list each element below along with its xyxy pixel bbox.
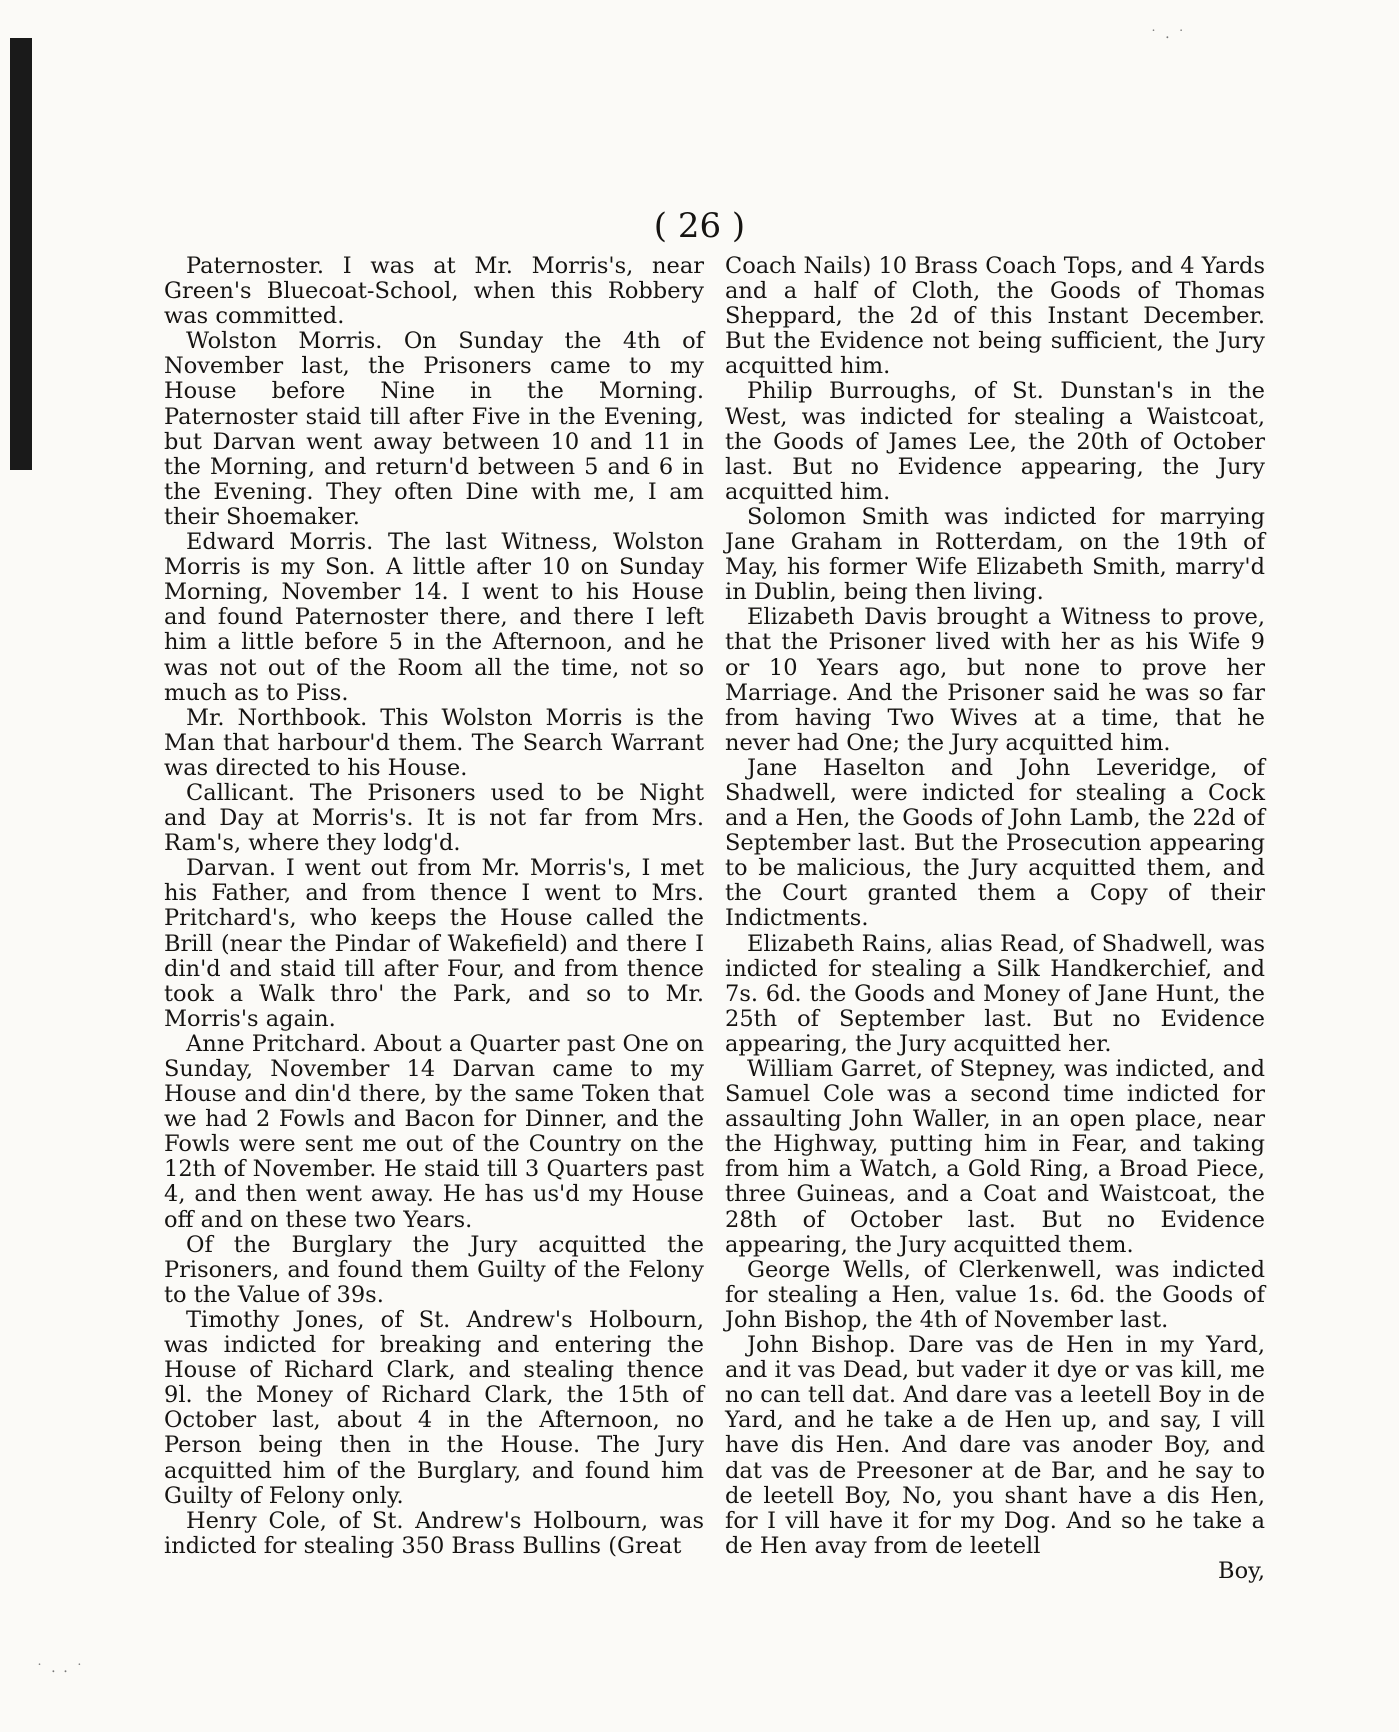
scan-edge-shadow — [10, 38, 32, 470]
left-column — [164, 254, 704, 1559]
paragraph: Solomon Smith was indicted for marrying Jane Graham in Rotterdam, on the 19th of May, his former Wife Elizabeth Smith, marry'd in Dublin, being then living. — [725, 503, 1265, 606]
paragraph: Mr. Northbook. This Wolston Morris is the Man that harbour'd them. The Search Warrant was directed to his House. — [164, 704, 704, 781]
paragraph: Elizabeth Davis brought a Witness to prove, that the Prisoner lived with her as his Wife 9 or 10 Years ago, but none to prove her Marriage. And the Prisoner said he was so far from having Two Wives at a time, that he never had One; the Jury acquitted him. — [725, 604, 1265, 756]
scan-speck: ˙ ⸳ ˙ — [1150, 28, 1187, 44]
right-column — [725, 254, 1265, 1584]
paragraph: Anne Pritchard. About a Quarter past One on Sunday, November 14 Darvan came to my House and din'd there, by the same Token that we had 2 Fowls and Bacon for Dinner, and the Fowls were sent me out of the Country on the 12th of November. He staid till 3 Quarters past 4, and then went away. He has us'd my House off and on these two Years. — [164, 1030, 704, 1233]
paragraph: Of the Burglary the Jury acquitted the Prisoners, and found them Guilty of the Felony to the Value of 39s. — [164, 1231, 704, 1308]
scan-speck: ˙ ⸳ ⸳ ˙ — [36, 1662, 85, 1678]
paragraph: Henry Cole, of St. Andrew's Holbourn, was indicted for stealing 350 Brass Bullins (Great — [164, 1507, 704, 1559]
paragraph: Darvan. I went out from Mr. Morris's, I met his Father, and from thence I went to Mrs. Pritchard's, who keeps the House called the Brill (near the Pindar of Wakefield) and there I din'd and staid till after Four, and from thence took a Walk thro' the Park, and so to Mr. Morris's again. — [164, 855, 704, 1032]
paragraph: William Garret, of Stepney, was indicted, and Samuel Cole was a second time indicted for assaulting John Waller, in an open place, near the Highway, putting him in Fear, and taking from him a Watch, a Gold Ring, a Broad Piece, three Guineas, and a Coat and Waistcoat, the 28th of October last. But no Evidence appearing, the Jury acquitted them. — [725, 1056, 1265, 1258]
paragraph: Coach Nails) 10 Brass Coach Tops, and 4 Yards and a half of Cloth, the Goods of Thomas Sheppard, the 2d of this Instant December. But the Evidence not being sufficient, the Jury acquitted him. — [725, 253, 1265, 380]
paragraph: Jane Haselton and John Leveridge, of Shadwell, were indicted for stealing a Cock and a Hen, the Goods of John Lamb, the 22d of September last. But the Prosecution appearing to be malicious, the Jury acquitted them, and the Court granted them a Copy of their Indictments. — [725, 754, 1265, 932]
paragraph: Paternoster. I was at Mr. Morris's, near Green's Bluecoat-School, when this Robbery was committed. — [164, 253, 704, 330]
paragraph: George Wells, of Clerkenwell, was indicted for stealing a Hen, value 1s. 6d. the Goods of John Bishop, the 4th of November last. — [725, 1256, 1265, 1333]
paragraph: Philip Burroughs, of St. Dunstan's in the West, was indicted for stealing a Waistcoat, the Goods of James Lee, the 20th of October last. But no Evidence appearing, the Jury acquitted him. — [725, 378, 1265, 505]
paragraph: Wolston Morris. On Sunday the 4th of November last, the Prisoners came to my House before Nine in the Morning. Paternoster staid till after Five in the Evening, but Darvan went away between 10 and 11 in the Morning, and return'd between 5 and 6 in the Evening. They often Dine with me, I am their Shoemaker. — [164, 328, 704, 530]
paragraph: John Bishop. Dare vas de Hen in my Yard, and it vas Dead, but vader it dye or vas kill, me no can tell dat. And dare vas a leetell Boy in de Yard, and he take a de Hen up, and say, I vill have dis Hen. And dare vas anoder Boy, and dat vas de Preesoner at de Bar, and he say to de leetell Boy, No, you shant have a dis Hen, for I vill have it for my Dog. And so he take a de Hen avay from de leetell — [725, 1332, 1265, 1559]
paragraph: Callicant. The Prisoners used to be Night and Day at Morris's. It is not far from Mrs. Ram's, where they lodg'd. — [164, 779, 704, 857]
paragraph: Elizabeth Rains, alias Read, of Shadwell, was indicted for stealing a Silk Handkerchief, and 7s. 6d. the Goods and Money of Jane Hunt, the 25th of September last. But no Evidence appearing, the Jury acquitted her. — [725, 930, 1265, 1057]
paragraph: Timothy Jones, of St. Andrew's Holbourn, was indicted for breaking and entering the House of Richard Clark, and stealing thence 9l. the Money of Richard Clark, the 15th of October last, about 4 in the Afternoon, no Person being then in the House. The Jury acquitted him of the Burglary, and found him Guilty of Felony only. — [164, 1306, 704, 1509]
catchword: Boy, — [1218, 1557, 1265, 1584]
paragraph: Edward Morris. The last Witness, Wolston Morris is my Son. A little after 10 on Sunday Morning, November 14. I went to his House and found Paternoster there, and there I left him a little before 5 in the Afternoon, and he was not out of the Room all the time, not so much as to Piss. — [164, 529, 704, 706]
page-number: ( 26 ) — [653, 206, 746, 246]
